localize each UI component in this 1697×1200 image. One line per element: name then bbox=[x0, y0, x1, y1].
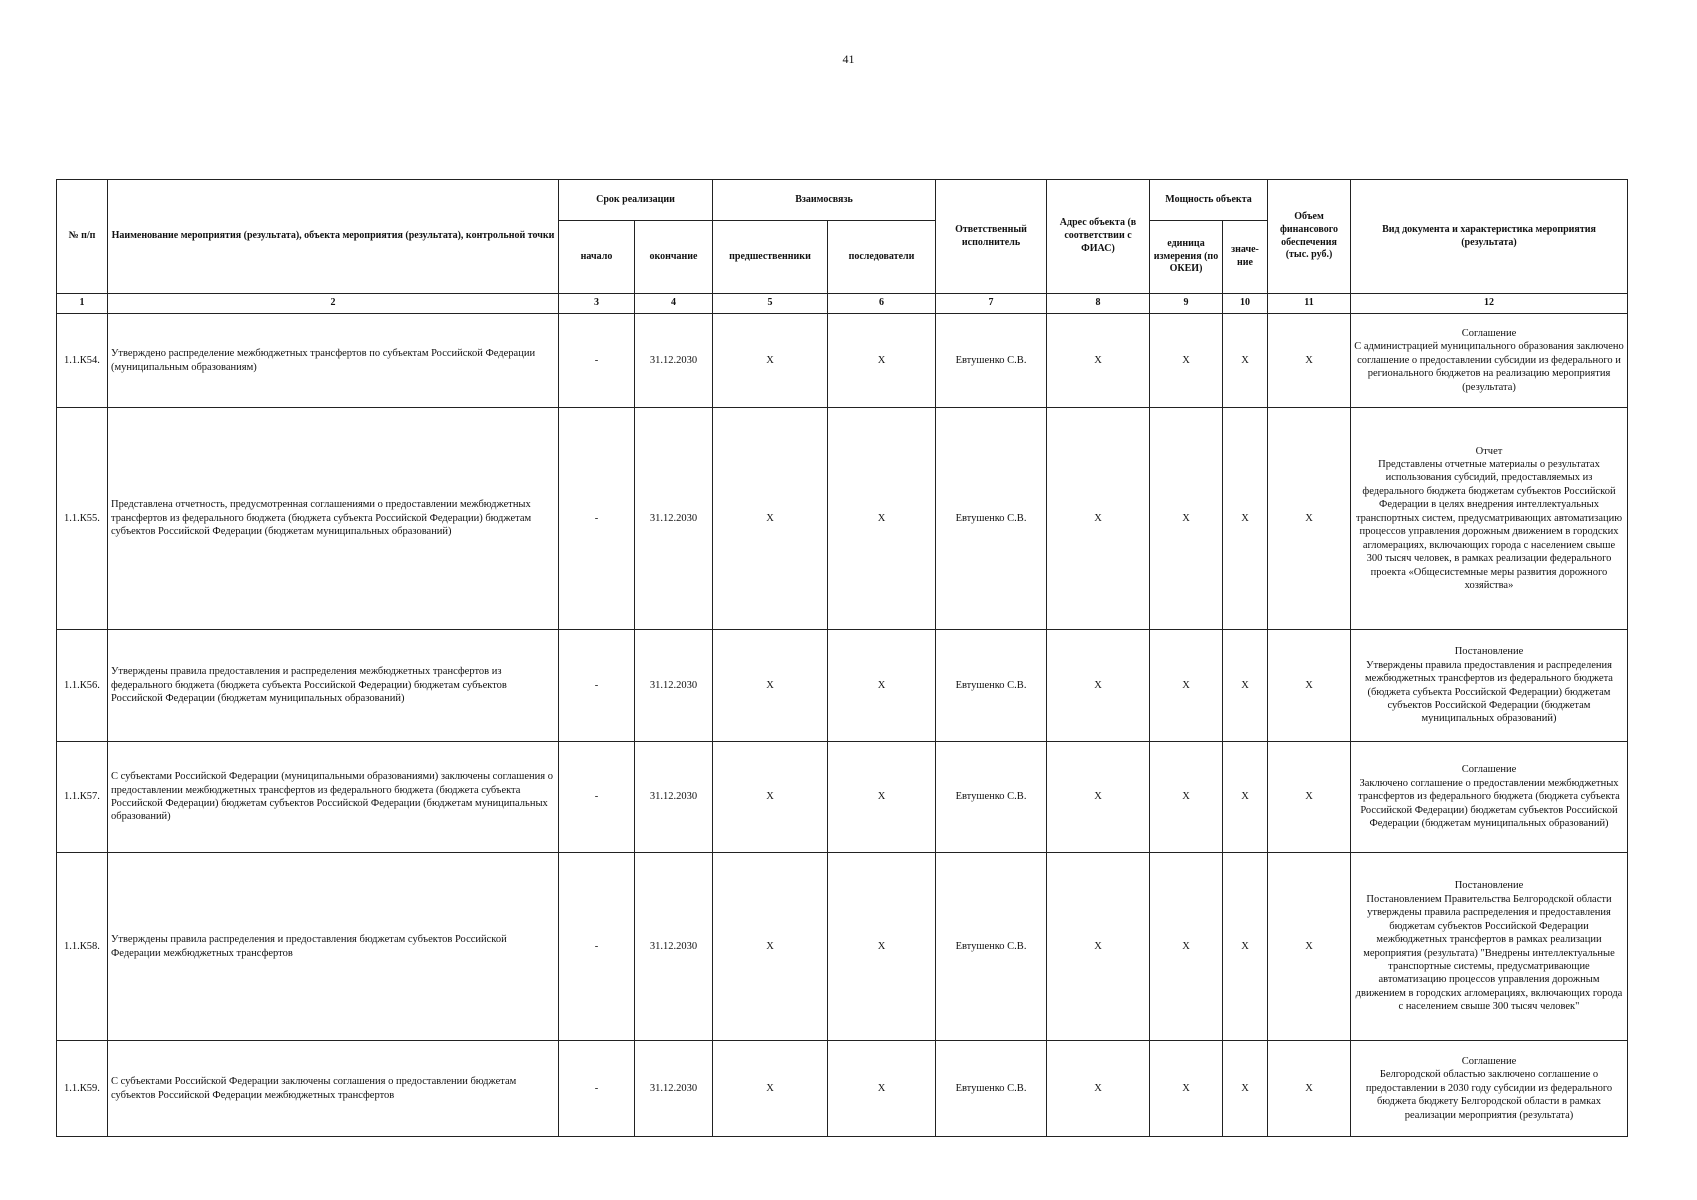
row-address: X bbox=[1047, 742, 1150, 853]
row-name: С субъектами Российской Федерации заключены соглашения о предоставлении бюджетам субъектов Российской Федерации межбюджетных трансфертов bbox=[108, 1041, 559, 1137]
row-finance: X bbox=[1268, 853, 1351, 1041]
table-row bbox=[57, 314, 1628, 408]
row-start: - bbox=[559, 742, 635, 853]
row-finance: X bbox=[1268, 742, 1351, 853]
row-end: 31.12.2030 bbox=[635, 742, 713, 853]
row-next: X bbox=[828, 630, 936, 742]
row-unit: X bbox=[1150, 1041, 1223, 1137]
row-responsible: Евтушенко С.В. bbox=[936, 314, 1047, 408]
row-num: 1.1.К54. bbox=[57, 314, 108, 408]
row-unit: X bbox=[1150, 742, 1223, 853]
column-index: 9 bbox=[1150, 294, 1223, 314]
column-index: 8 bbox=[1047, 294, 1150, 314]
row-num: 1.1.К59. bbox=[57, 1041, 108, 1137]
row-name: С субъектами Российской Федерации (муниципальными образованиями) заключены соглашения о предоставлении межбюджетных трансфертов из федерального бюджета (бюджета субъекта Российской Федерации) бюджетам субъектов Российской Федерации (бюджетам муниципальных образований) bbox=[108, 742, 559, 853]
row-doc bbox=[1351, 1041, 1628, 1137]
row-name: Утверждены правила распределения и предоставления бюджетам субъектов Российской Федерации межбюджетных трансфертов bbox=[108, 853, 559, 1041]
table-header bbox=[57, 180, 1628, 314]
column-index: 12 bbox=[1351, 294, 1628, 314]
row-address: X bbox=[1047, 630, 1150, 742]
row-value: X bbox=[1223, 1041, 1268, 1137]
row-end: 31.12.2030 bbox=[635, 314, 713, 408]
doc-description: Постановлением Правительства Белгородской области утверждены правила распределения и предоставления бюджетам субъектов Российской Федерации межбюджетных трансфертов в рамках реализации мероприятия (результата) "Внедрены интеллектуальные транспортные системы, предусматривающие автоматизацию процессов управления дорожным движением в городских агломерациях, включающих города с населением свыше 300 тысяч человек" bbox=[1355, 893, 1623, 1013]
row-doc bbox=[1351, 408, 1628, 630]
row-doc bbox=[1351, 630, 1628, 742]
header-term-end: окончание bbox=[635, 221, 713, 294]
table-row bbox=[57, 408, 1628, 630]
header-term-start: начало bbox=[559, 221, 635, 294]
table-row bbox=[57, 742, 1628, 853]
doc-type: Соглашение bbox=[1461, 327, 1517, 339]
row-next: X bbox=[828, 314, 936, 408]
column-index: 7 bbox=[936, 294, 1047, 314]
header-capacity: Мощность объекта bbox=[1150, 180, 1268, 221]
row-start: - bbox=[559, 630, 635, 742]
table-body bbox=[57, 314, 1628, 1137]
header-address: Адрес объекта (в соответствии с ФИАС) bbox=[1047, 180, 1150, 294]
column-index: 11 bbox=[1268, 294, 1351, 314]
row-prev: X bbox=[713, 630, 828, 742]
doc-type: Постановление bbox=[1454, 646, 1524, 658]
column-index: 10 bbox=[1223, 294, 1268, 314]
doc-type: Соглашение bbox=[1461, 1055, 1517, 1067]
row-end: 31.12.2030 bbox=[635, 853, 713, 1041]
row-responsible: Евтушенко С.В. bbox=[936, 853, 1047, 1041]
header-link-prev: предшественники bbox=[713, 221, 828, 294]
table-row bbox=[57, 853, 1628, 1041]
row-num: 1.1.К57. bbox=[57, 742, 108, 853]
row-address: X bbox=[1047, 408, 1150, 630]
row-value: X bbox=[1223, 408, 1268, 630]
header-term: Срок реализации bbox=[559, 180, 713, 221]
column-index: 5 bbox=[713, 294, 828, 314]
column-index: 4 bbox=[635, 294, 713, 314]
plan-table bbox=[56, 179, 1628, 1137]
page-number: 41 bbox=[842, 52, 855, 66]
row-start: - bbox=[559, 314, 635, 408]
row-prev: X bbox=[713, 314, 828, 408]
row-num: 1.1.К56. bbox=[57, 630, 108, 742]
row-doc bbox=[1351, 853, 1628, 1041]
row-start: - bbox=[559, 408, 635, 630]
header-link-next: последователи bbox=[828, 221, 936, 294]
row-value: X bbox=[1223, 853, 1268, 1041]
row-finance: X bbox=[1268, 314, 1351, 408]
row-name: Утверждено распределение межбюджетных трансфертов по субъектам Российской Федерации (муниципальным образованиям) bbox=[108, 314, 559, 408]
table-row bbox=[57, 1041, 1628, 1137]
row-next: X bbox=[828, 408, 936, 630]
row-unit: X bbox=[1150, 853, 1223, 1041]
row-doc bbox=[1351, 314, 1628, 408]
row-unit: X bbox=[1150, 314, 1223, 408]
table-row bbox=[57, 630, 1628, 742]
row-prev: X bbox=[713, 853, 828, 1041]
row-end: 31.12.2030 bbox=[635, 630, 713, 742]
row-prev: X bbox=[713, 1041, 828, 1137]
header-name: Наименование мероприятия (результата), объекта мероприятия (результата), контрольной точки bbox=[108, 180, 559, 294]
header-finance: Объем финансового обеспечения (тыс. руб.) bbox=[1268, 180, 1351, 294]
row-num: 1.1.К58. bbox=[57, 853, 108, 1041]
row-end: 31.12.2030 bbox=[635, 408, 713, 630]
header-capacity-unit: единица измерения (по ОКЕИ) bbox=[1150, 221, 1223, 294]
doc-description: Заключено соглашение о предоставлении межбюджетных трансфертов из федерального бюджета (бюджета субъекта Российской Федерации) бюджетам субъектов Российской Федерации (бюджетам муниципальных образований) bbox=[1358, 777, 1620, 830]
row-start: - bbox=[559, 853, 635, 1041]
doc-description: Белгородской областью заключено соглашение о предоставлении в 2030 году субсидии из федерального бюджета бюджету Белгородской области в рамках реализации мероприятия (результата) bbox=[1365, 1069, 1613, 1121]
header-capacity-value: значе-ние bbox=[1223, 221, 1268, 294]
row-value: X bbox=[1223, 314, 1268, 408]
column-index: 1 bbox=[57, 294, 108, 314]
doc-description: Утверждены правила предоставления и распределения межбюджетных трансфертов из федерального бюджета (бюджета субъекта Российской Федерации) бюджетам субъектов Российской Федерации (бюджетам муниципальных образований) bbox=[1365, 659, 1613, 725]
doc-type: Отчет bbox=[1475, 445, 1503, 457]
row-doc bbox=[1351, 742, 1628, 853]
row-name: Утверждены правила предоставления и распределения межбюджетных трансфертов из федерального бюджета (бюджета субъекта Российской Федерации) бюджетам субъектов Российской Федерации (бюджетам муниципальных образований) bbox=[108, 630, 559, 742]
row-value: X bbox=[1223, 742, 1268, 853]
row-end: 31.12.2030 bbox=[635, 1041, 713, 1137]
row-responsible: Евтушенко С.В. bbox=[936, 408, 1047, 630]
row-finance: X bbox=[1268, 1041, 1351, 1137]
row-value: X bbox=[1223, 630, 1268, 742]
row-next: X bbox=[828, 742, 936, 853]
row-address: X bbox=[1047, 1041, 1150, 1137]
column-index: 6 bbox=[828, 294, 936, 314]
doc-description: С администрацией муниципального образования заключено соглашение о предоставлении субсидии из федерального и регионального бюджетов на реализацию мероприятия (результата) bbox=[1354, 341, 1624, 393]
row-start: - bbox=[559, 1041, 635, 1137]
row-responsible: Евтушенко С.В. bbox=[936, 1041, 1047, 1137]
header-link: Взаимосвязь bbox=[713, 180, 936, 221]
row-address: X bbox=[1047, 853, 1150, 1041]
row-next: X bbox=[828, 1041, 936, 1137]
row-prev: X bbox=[713, 742, 828, 853]
row-next: X bbox=[828, 853, 936, 1041]
column-index: 3 bbox=[559, 294, 635, 314]
row-responsible: Евтушенко С.В. bbox=[936, 630, 1047, 742]
row-unit: X bbox=[1150, 630, 1223, 742]
row-finance: X bbox=[1268, 408, 1351, 630]
row-unit: X bbox=[1150, 408, 1223, 630]
column-index: 2 bbox=[108, 294, 559, 314]
header-responsible: Ответственный исполнитель bbox=[936, 180, 1047, 294]
row-finance: X bbox=[1268, 630, 1351, 742]
row-responsible: Евтушенко С.В. bbox=[936, 742, 1047, 853]
header-doc: Вид документа и характеристика мероприятия (результата) bbox=[1351, 180, 1628, 294]
doc-type: Постановление bbox=[1454, 880, 1524, 892]
row-num: 1.1.К55. bbox=[57, 408, 108, 630]
doc-description: Представлены отчетные материалы о результатах использования субсидий, предоставляемых из федерального бюджета бюджетам субъектов Российской Федерации в целях внедрения интеллектуальных транспортных систем, предусматривающих автоматизацию процессов управления дорожным движением в городских агломерациях, включающих города с населением свыше 300 тысяч человек, в рамках реализации федерального проекта «Общесистемные меры развития дорожного хозяйства» bbox=[1355, 459, 1623, 591]
row-name: Представлена отчетность, предусмотренная соглашениями о предоставлении межбюджетных трансфертов из федерального бюджета (бюджета субъекта Российской Федерации) бюджетам субъектов Российской Федерации (бюджетам муниципальных образований) bbox=[108, 408, 559, 630]
row-prev: X bbox=[713, 408, 828, 630]
header-num: № п/п bbox=[57, 180, 108, 294]
doc-type: Соглашение bbox=[1461, 764, 1517, 776]
row-address: X bbox=[1047, 314, 1150, 408]
